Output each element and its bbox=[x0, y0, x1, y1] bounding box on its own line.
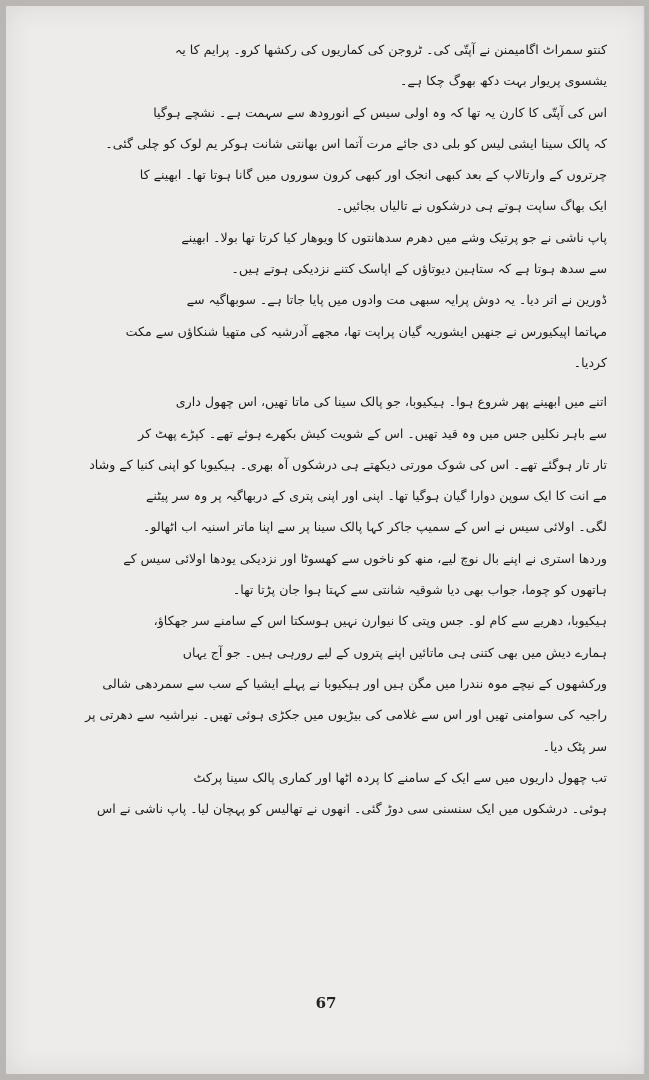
text-line: اس کی آپتّی کا کارن یہ تھا کہ وہ اولی سیس کے انورودھ سے سہمت ہے۔ نشچے ہوگیا bbox=[153, 104, 607, 120]
text-line: وردھا استری نے اپنے بال نوچ لیے، منھ کو ناخوں سے کھسوٹا اور نزدیکی یودھا اولائی سیس کے bbox=[123, 550, 607, 566]
text-line: چرتروں کے وارتالاپ کے بعد کبھی انجک اور کبھی کرون سوروں میں گانا ہوتا تھا۔ ابھینے کا bbox=[139, 167, 607, 183]
text-line: راجیہ کی سوامنی تھیں اور اس سے غلامی کی بیڑیوں میں جکڑی ہوئی تھیں۔ نیراشیہ سے دھرتی پر bbox=[85, 707, 607, 723]
text-line: پاپ ناشی نے جو پرتیک وشے میں دھرم سدھانتوں کا ویوھار کیا کرتا تھا بولا۔ ابھینے bbox=[181, 229, 607, 245]
text-line: ہاتھوں کو چوما، جواب بھی دیا شوقیہ شانتی سے کہتا ہوا جان پڑتا تھا۔ bbox=[232, 582, 607, 598]
text-line: ہیکیوبا، دھریے سے کام لو۔ جس وپتی کا نیوارن نہیں ہوسکتا اس کے سامنے سر جھکاؤ، bbox=[153, 613, 607, 629]
text-line: ہوئی۔ درشکوں میں ایک سنسنی سی دوڑ گئی۔ انھوں نے تھالیس کو پہچان لیا۔ پاپ ناشی نے اس bbox=[96, 801, 607, 817]
text-line: سر پٹک دیا۔ bbox=[542, 738, 607, 754]
text-line: اتنے میں ابھینے پھر شروع ہوا۔ ہیکیوبا، جو پالک سینا کی ماتا تھیں، اس چھول داری bbox=[175, 394, 607, 410]
text-line: ڈورین نے اتر دیا۔ یہ دوش پرایہ سبھی مت وادوں میں پایا جاتا ہے۔ سوبھاگیہ سے bbox=[186, 292, 607, 308]
text-line: کنتو سمراٹ اگامیمنن نے آپتّی کی۔ ٹروجن کی کماریوں کی رکشھا کرو۔ پرایم کا یہ bbox=[174, 42, 607, 57]
paragraph-gap bbox=[32, 378, 607, 386]
text-line: مے انت کا ایک سوپن دوارا گیان ہوگیا تھا۔ اپنی اور اپنی پتری کے دربھاگیہ پر وہ سر پیٹنے bbox=[146, 488, 607, 504]
text-line: ورکشھوں کے نیچے موہ نندرا میں مگن ہیں اور ہیکیوبا نے پہلے ایشیا کے سب سے سمردھی شالی bbox=[102, 675, 607, 691]
text-line: کردیا۔ bbox=[573, 354, 607, 370]
text-line: لگی۔ اولائی سیس نے اس کے سمیپ جاکر کہا پالک سینا پر سے اپنا ماتر اسنیہ اب اٹھالو۔ bbox=[142, 519, 607, 535]
text-line: کہ پالک سینا ایشی لیس کو بلی دی جائے مرت آتما اس بھانتی شانت ہوکر یم لوک کو چلی گئی۔ bbox=[105, 135, 607, 151]
text-line: تار تار ہوگئے تھے۔ اس کی شوک مورتی دیکھتے ہی درشکوں آہ بھری۔ ہیکیوبا کو اپنی کنیا کے وشاد bbox=[89, 456, 607, 472]
book-page bbox=[6, 6, 646, 1074]
text-line: ہمارے دیش میں بھی کتنی ہی ماتائیں اپنے پتروں کے لیے رورہی ہیں۔ جو آج یہاں bbox=[182, 644, 607, 660]
text-line: سے باہر نکلیں جس میں وہ قید تھیں۔ اس کے شویت کیش بکھرے ہوئے تھے۔ کپڑے پھٹ کر bbox=[138, 425, 607, 441]
text-line: یشسوی پریوار بہت دکھ بھوگ چکا ہے۔ bbox=[399, 73, 607, 89]
page-number: 67 bbox=[315, 994, 337, 1012]
text-line: ایک بھاگ ساپت ہوتے ہی درشکوں نے تالیاں بجائیں۔ bbox=[335, 198, 607, 214]
text-line: سے سدھ ہوتا ہے کہ ستاہین دیوتاؤں کے اپاسک کتنے نزدیکی ہوتے ہیں۔ bbox=[231, 261, 607, 277]
text-line: تب چھول داریوں میں سے ایک کے سامنے کا پردہ اٹھا اور کماری پالک سینا پرکٹ bbox=[193, 769, 607, 785]
text-line: مہاتما اپیکیورس نے جنھیں ایشوریہ گیان پراپت تھا، مجھے آدرشیہ کی متھیا شنکاؤں سے مکت bbox=[125, 323, 607, 339]
page-text bbox=[32, 34, 607, 824]
